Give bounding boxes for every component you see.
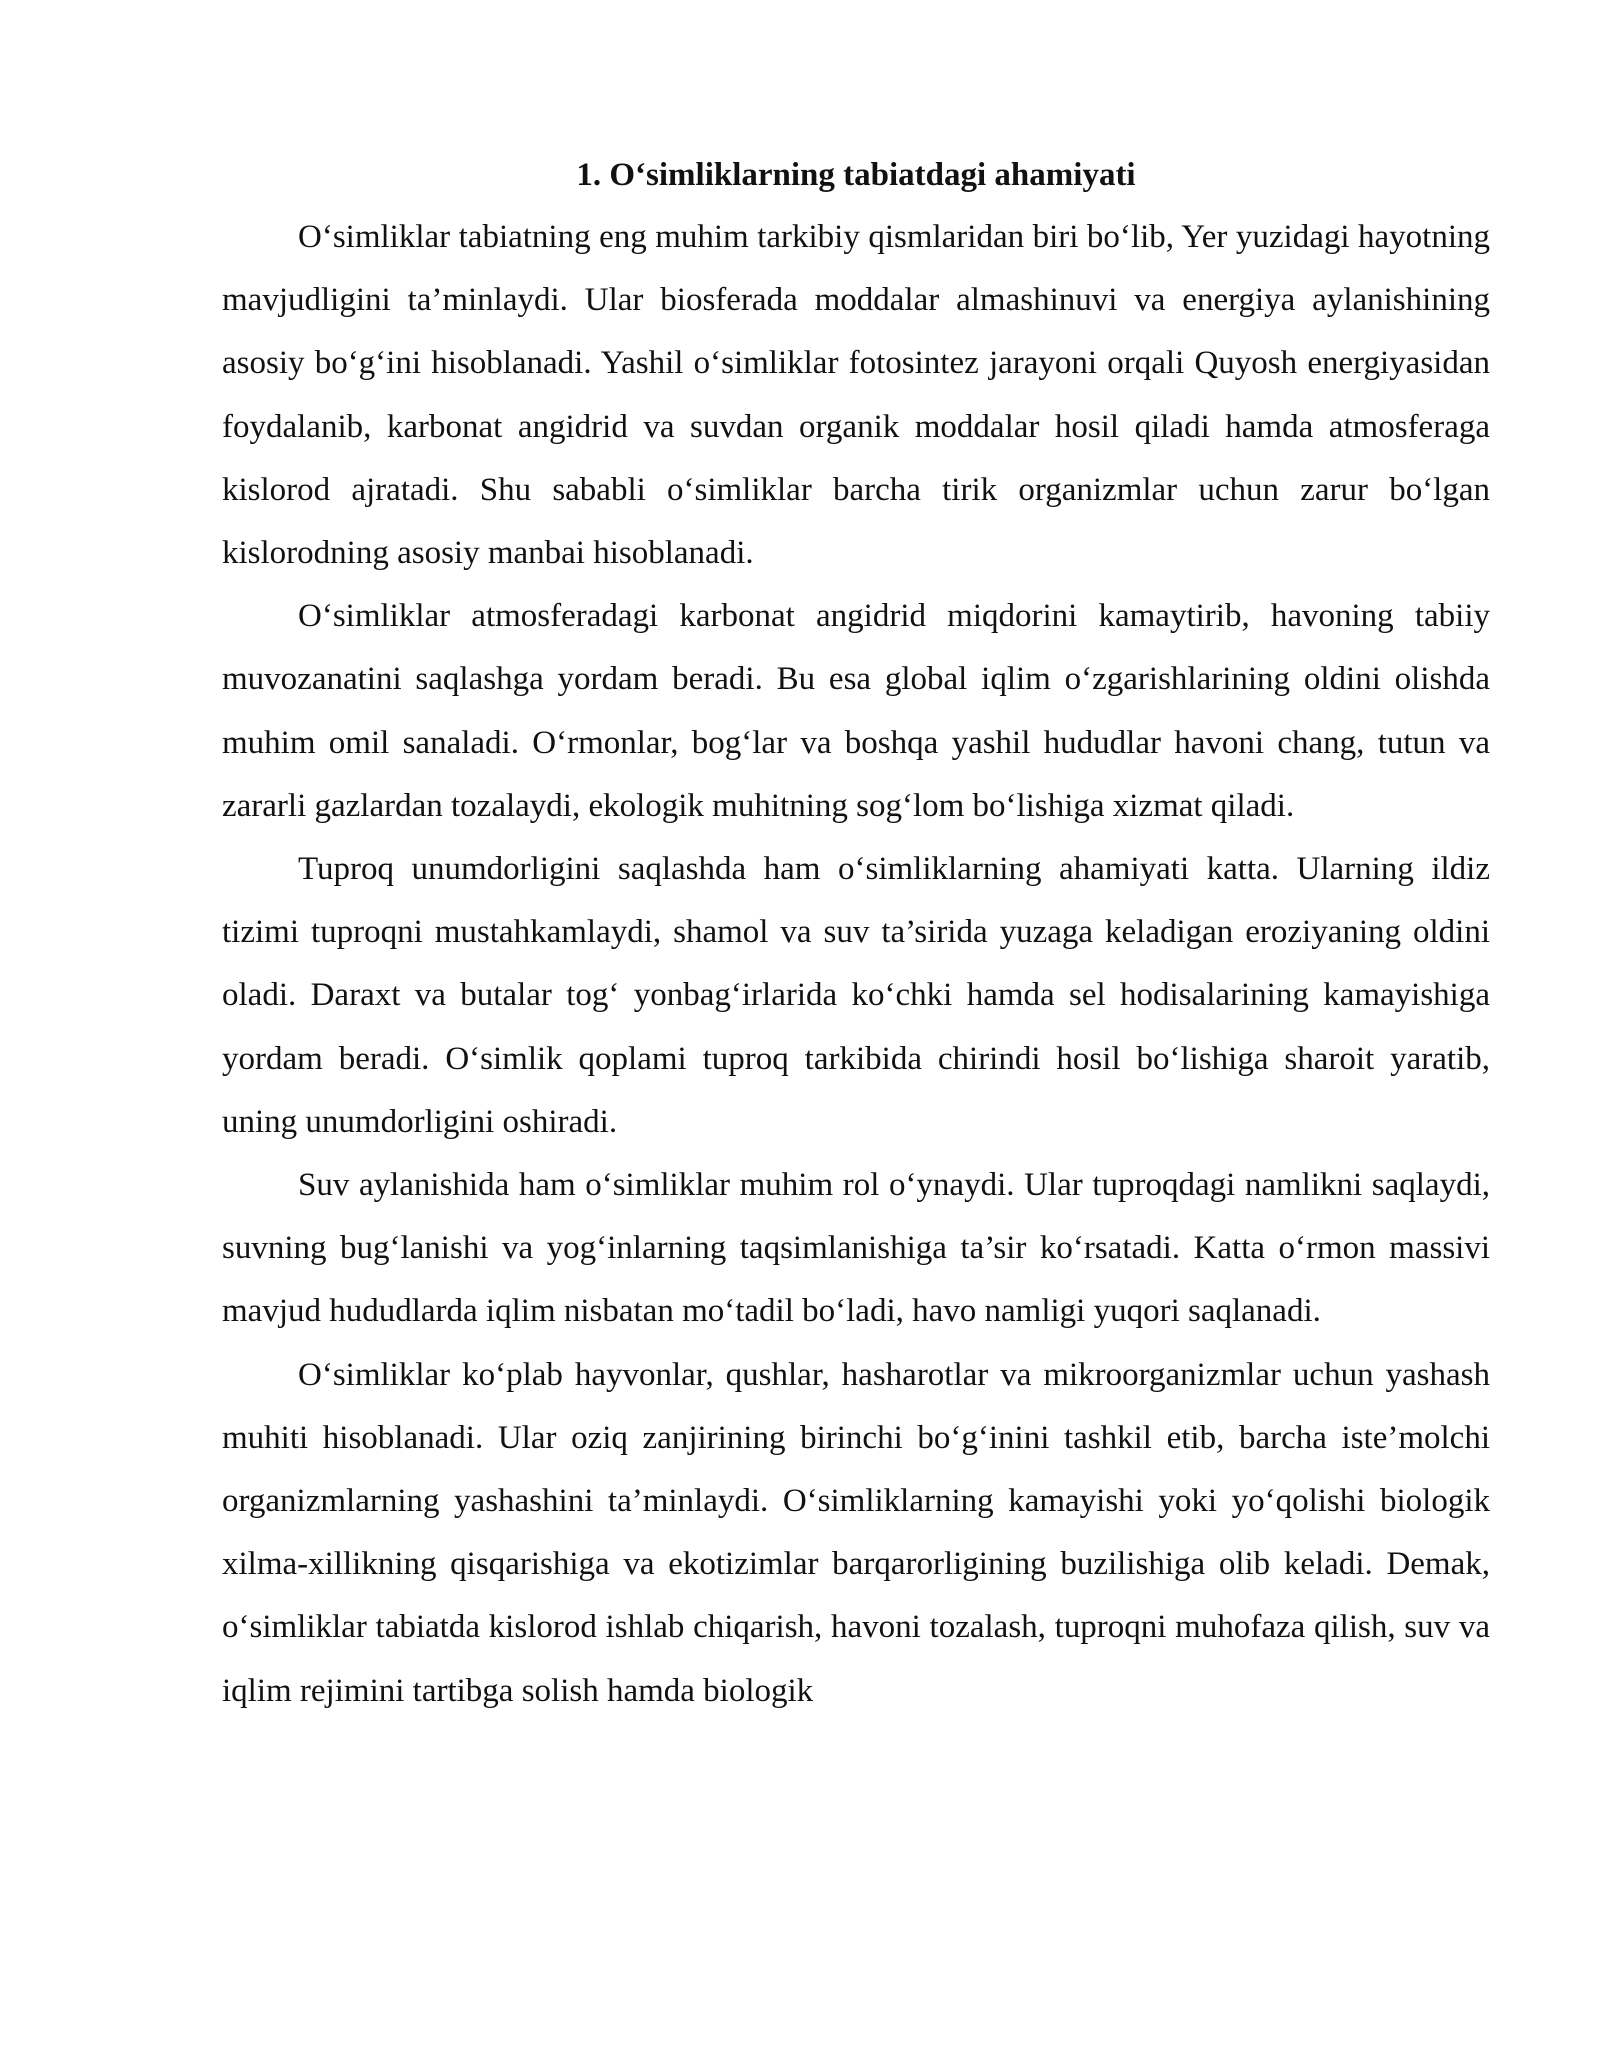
paragraph-4: Suv aylanishida ham o‘simliklar muhim rol o‘ynaydi. Ular tuproqdagi namlikni saqlaydi, suvning bug‘lanishi va yog‘inlarning taqsimlanishiga ta’sir ko‘rsatadi. Katta o‘rmon massivi mavjud hududlarda iqlim nisbatan mo‘tadil bo‘ladi, havo namligi yuqori saqlanadi. [222,1167,1490,1330]
section-heading: 1. O‘simliklarning tabiatdagi ahamiyati [576,157,1136,193]
paragraph-5: O‘simliklar ko‘plab hayvonlar, qushlar, hasharotlar va mikroorganizmlar uchun yashash muhiti hisoblanadi. Ular oziq zanjirining birinchi bo‘g‘inini tashkil etib, barcha iste’molchi organizmlarning yashashini ta’minlaydi. O‘simliklarning kamayishi yoki yo‘qolishi biologik xilma-xillikning qisqarishiga va ekotizimlar barqarorligining buzilishiga olib keladi. Demak, o‘simliklar tabiatda kislorod ishlab chiqarish, havoni tozalash, tuproqni muhofaza qilish, suv va iqlim rejimini tartibga solish hamda biologik [222,1356,1490,1709]
paragraph-3: Tuproq unumdorligini saqlashda ham o‘simliklarning ahamiyati katta. Ularning ildiz tizimi tuproqni mustahkamlaydi, shamol va suv ta’sirida yuzaga keladigan eroziyaning oldini oladi. Daraxt va butalar tog‘ yonbag‘irlarida ko‘chki hamda sel hodisalarining kamayishiga yordam beradi. O‘simlik qoplami tuproq tarkibida chirindi hosil bo‘lishiga sharoit yaratib, uning unumdorligini oshiradi. [222,851,1490,1140]
paragraph-1: O‘simliklar tabiatning eng muhim tarkibiy qismlaridan biri bo‘lib, Yer yuzidagi hayotning mavjudligini ta’minlaydi. Ular biosferada moddalar almashinuvi va energiya aylanishining asosiy bo‘g‘ini hisoblanadi. Yashil o‘simliklar fotosintez jarayoni orqali Quyosh energiyasidan foydalanib, karbonat angidrid va suvdan organik moddalar hosil qiladi hamda atmosferaga kislorod ajratadi. Shu sababli o‘simliklar barcha tirik organizmlar uchun zarur bo‘lgan kislorodning asosiy manbai hisoblanadi. [222,219,1490,572]
paragraph-2: O‘simliklar atmosferadagi karbonat angidrid miqdorini kamaytirib, havoning tabiiy muvozanatini saqlashga yordam beradi. Bu esa global iqlim o‘zgarishlarining oldini olishda muhim omil sanaladi. O‘rmonlar, bog‘lar va boshqa yashil hududlar havoni chang, tutun va zararli gazlardan tozalaydi, ekologik muhitning sog‘lom bo‘lishiga xizmat qiladi. [222,598,1490,824]
document-body [222,148,1490,1723]
